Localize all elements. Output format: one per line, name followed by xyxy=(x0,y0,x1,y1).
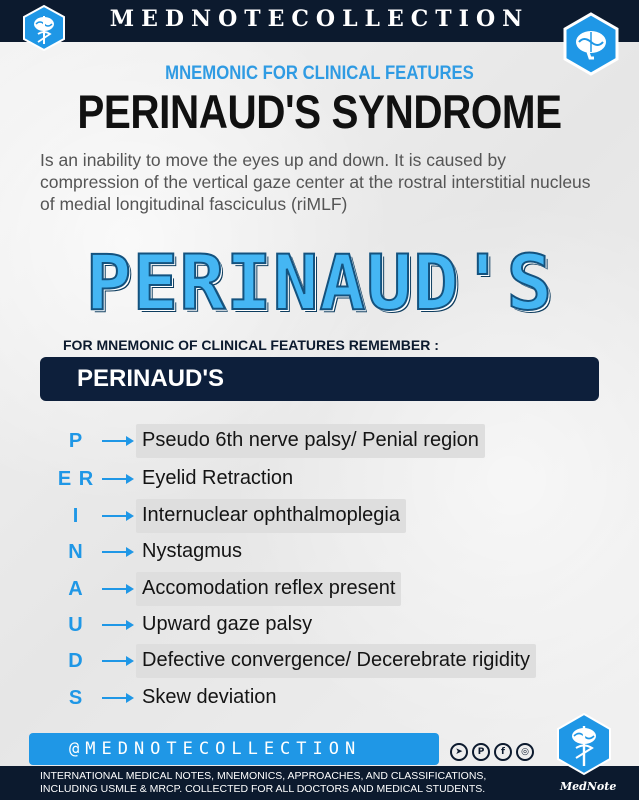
telegram-icon[interactable]: ➤ xyxy=(450,743,468,761)
caduceus-brain-logo-icon xyxy=(20,4,68,52)
instagram-icon[interactable]: ◎ xyxy=(516,743,534,761)
mnemonic-row xyxy=(0,499,639,533)
mnemonic-row xyxy=(0,644,639,678)
section-label: FOR MNEMONIC OF CLINICAL FEATURES REMEMBER : xyxy=(63,337,439,353)
mnemonic-item: Pseudo 6th nerve palsy/ Penial region xyxy=(136,424,485,458)
footer-note-line: INTERNATIONAL MEDICAL NOTES, MNEMONICS, APPROACHES, AND CLASSIFICATIONS, xyxy=(40,770,487,782)
pinterest-icon[interactable]: P xyxy=(472,743,490,761)
banner-text: PERINAUD'S xyxy=(77,365,225,392)
arrow-right-icon xyxy=(100,545,136,559)
mnemonic-letter: P xyxy=(68,430,84,452)
mnemonic-row xyxy=(0,424,639,458)
arrow-right-icon xyxy=(100,509,136,523)
page-title: PERINAUD'S SYNDROME xyxy=(77,85,562,138)
footer-handle-bar xyxy=(29,733,439,765)
mnemonic-letter: A xyxy=(68,578,84,600)
footer-note xyxy=(40,770,510,796)
mnemonic-item: Skew deviation xyxy=(142,686,277,708)
social-handle[interactable]: @MEDNOTECOLLECTION xyxy=(69,739,362,759)
mnemonic-letter: D xyxy=(68,650,84,672)
mednote-logo-icon xyxy=(555,712,613,776)
arrow-right-icon xyxy=(100,691,136,705)
mnemonic-item: Defective convergence/ Decerebrate rigidity xyxy=(136,644,536,678)
mnemonic-letter: I xyxy=(72,505,80,527)
mnemonic-letter: E R xyxy=(57,468,95,490)
description-paragraph: Is an inability to move the eyes up and down. It is caused by compression of the vertical gaze center at the rostral interstitial nucleus of medial longitudinal fasciculus (riMLF) xyxy=(40,150,591,214)
mnemonic-row xyxy=(0,608,639,642)
arrow-right-icon xyxy=(100,472,136,486)
mnemonic-item: Upward gaze palsy xyxy=(142,613,313,635)
mnemonic-row xyxy=(0,572,639,606)
arrow-right-icon xyxy=(100,654,136,668)
footer-note-line: INCLUDING USMLE & MRCP. COLLECTED FOR ALL DOCTORS AND MEDICAL STUDENTS. xyxy=(40,783,486,795)
mnemonic-letter: S xyxy=(68,687,84,709)
mnemonic-banner xyxy=(40,357,599,401)
mnemonic-row xyxy=(0,462,639,496)
mnemonic-word-display: PERINAUD'S xyxy=(85,238,554,327)
subtitle: MNEMONIC FOR CLINICAL FEATURES xyxy=(165,63,474,84)
brand-title: MEDNOTECOLLECTION xyxy=(109,6,530,32)
brand-name: MedNote xyxy=(560,780,617,793)
arrow-right-icon xyxy=(100,582,136,596)
header-bar xyxy=(0,0,639,42)
mnemonic-row xyxy=(0,535,639,569)
mnemonic-row xyxy=(0,681,639,715)
facebook-icon[interactable]: f xyxy=(494,743,512,761)
mnemonic-letter: U xyxy=(68,614,84,636)
social-links xyxy=(450,743,534,763)
mnemonic-letter: N xyxy=(68,541,84,563)
mnemonic-item: Eyelid Retraction xyxy=(142,467,294,489)
arrow-right-icon xyxy=(100,434,136,448)
arrow-right-icon xyxy=(100,618,136,632)
mnemonic-item: Nystagmus xyxy=(142,540,243,562)
mnemonic-item: Internuclear ophthalmoplegia xyxy=(136,499,406,533)
mnemonic-item: Accomodation reflex present xyxy=(136,572,401,606)
